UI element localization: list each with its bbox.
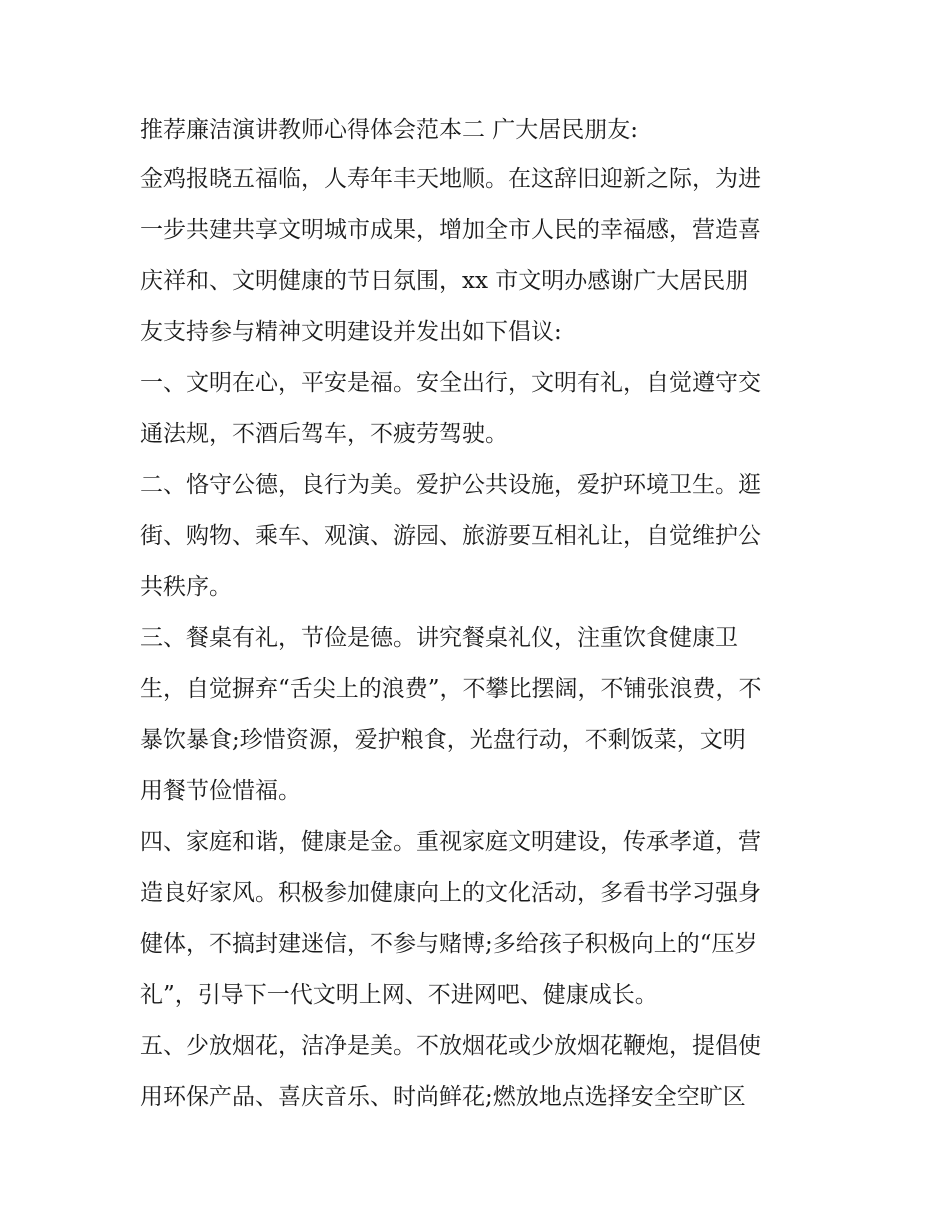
- text-line: 共秩序。: [140, 574, 232, 600]
- text-line: 通法规，不酒后驾车，不疲劳驾驶。: [140, 421, 508, 447]
- text-line: 一、文明在心，平安是福。安全出行，文明有礼，自觉遵守交: [140, 370, 761, 396]
- text-line: 暴饮暴食;珍惜资源，爱护粮食，光盘行动，不剩饭菜，文明: [140, 727, 746, 753]
- text-line: 友支持参与精神文明建设并发出如下倡议:: [140, 319, 562, 345]
- text-line: 三、餐桌有礼，节俭是德。讲究餐桌礼仪，注重饮食健康卫: [140, 625, 738, 651]
- text-line: 礼”，引导下一代文明上网、不进网吧、健康成长。: [140, 982, 658, 1008]
- text-line: 庆祥和、文明健康的节日氛围，xx 市文明办感谢广大居民朋: [140, 268, 749, 294]
- document-title: 推荐廉洁演讲教师心得体会范本二 广大居民朋友:: [140, 117, 639, 143]
- text-line: 用餐节俭惜福。: [140, 778, 301, 804]
- text-line: 街、购物、乘车、观演、游园、旅游要互相礼让，自觉维护公: [140, 523, 761, 549]
- text-line: 四、家庭和谐，健康是金。重视家庭文明建设，传承孝道，营: [140, 829, 761, 855]
- text-line: 一步共建共享文明城市成果，增加全市人民的幸福感，营造喜: [140, 217, 761, 243]
- document-body: [140, 106, 820, 1123]
- text-line: 二、恪守公德，良行为美。爱护公共设施，爱护环境卫生。逛: [140, 472, 761, 498]
- text-line: 五、少放烟花，洁净是美。不放烟花或少放烟花鞭炮，提倡使: [140, 1033, 761, 1059]
- text-line: 生，自觉摒弃“舌尖上的浪费”，不攀比摆阔，不铺张浪费，不: [140, 676, 762, 702]
- text-line: 用环保产品、喜庆音乐、时尚鲜花;燃放地点选择安全空旷区: [140, 1084, 746, 1110]
- text-line: 造良好家风。积极参加健康向上的文化活动，多看书学习强身: [140, 880, 761, 906]
- text-line: 健体，不搞封建迷信，不参与赌博;多给孩子积极向上的“压岁: [140, 931, 758, 957]
- text-line: 金鸡报晓五福临，人寿年丰天地顺。在这辞旧迎新之际，为进: [140, 166, 761, 192]
